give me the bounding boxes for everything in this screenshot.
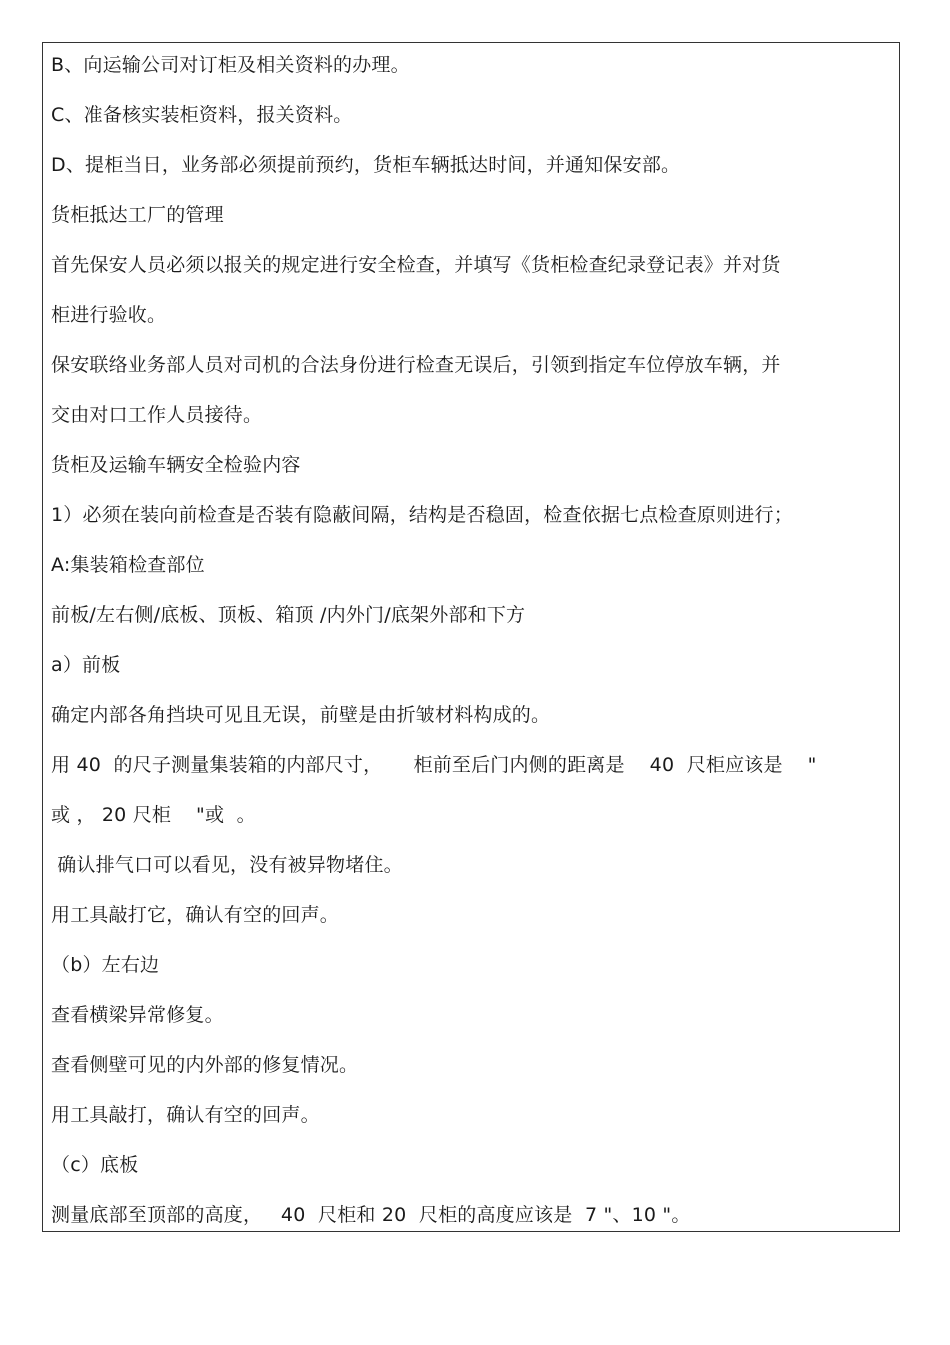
text-line-d-pickup-day: D、提柜当日，业务部必须提前预约，货柜车辆抵达时间，并通知保安部。 [51,154,681,176]
text-line-measure-depth-2: 或 ， 20 尺柜 "或 。 [51,804,256,826]
text-line-front-blocks: 确定内部各角挡块可见且无误，前壁是由折皱材料构成的。 [51,704,551,726]
text-line-side-repair: 查看侧壁可见的内外部的修复情况。 [51,1054,359,1076]
text-line-knock-front: 用工具敲打它，确认有空的回声。 [51,904,340,926]
text-line-measure-depth-1: 用 40 的尺子测量集装箱的内部尺寸， 柜前至后门内侧的距离是 40 尺柜应该是 " [51,754,817,776]
subheading-front-panel: a）前板 [51,654,121,676]
list-item-1-inspection-rule: 1）必须在装向前检查是否装有隐蔽间隔，结构是否稳固，检查依据七点检查原则进行； [51,504,793,526]
subheading-container-parts: A:集装箱检查部位 [51,554,205,576]
paragraph-driver-check-2: 交由对口工作人员接待。 [51,404,263,426]
section-heading-arrival: 货柜抵达工厂的管理 [51,204,224,226]
text-line-knock-side: 用工具敲打，确认有空的回声。 [51,1104,320,1126]
paragraph-security-check-2: 柜进行验收。 [51,304,167,326]
section-heading-inspection: 货柜及运输车辆安全检验内容 [51,454,301,476]
text-line-vent-check: 确认排气口可以看见，没有被异物堵住。 [51,854,403,876]
subheading-left-right: （b）左右边 [51,954,160,976]
text-line-parts-list: 前板/左右侧/底板、顶板、箱顶 /内外门/底架外部和下方 [51,604,526,626]
text-line-b-transport-company: B、向运输公司对订柜及相关资料的办理。 [51,54,410,76]
paragraph-driver-check-1: 保安联络业务部人员对司机的合法身份进行检查无误后，引领到指定车位停放车辆，并 [51,354,781,376]
text-line-beam-repair: 查看横梁异常修复。 [51,1004,224,1026]
text-line-measure-height: 测量底部至顶部的高度， 40 尺柜和 20 尺柜的高度应该是 7 "、10 "。 [51,1204,691,1226]
paragraph-security-check-1: 首先保安人员必须以报关的规定进行安全检查，并填写《货柜检查纪录登记表》并对货 [51,254,781,276]
subheading-floor: （c）底板 [51,1154,139,1176]
text-line-c-prepare-docs: C、准备核实装柜资料，报关资料。 [51,104,353,126]
